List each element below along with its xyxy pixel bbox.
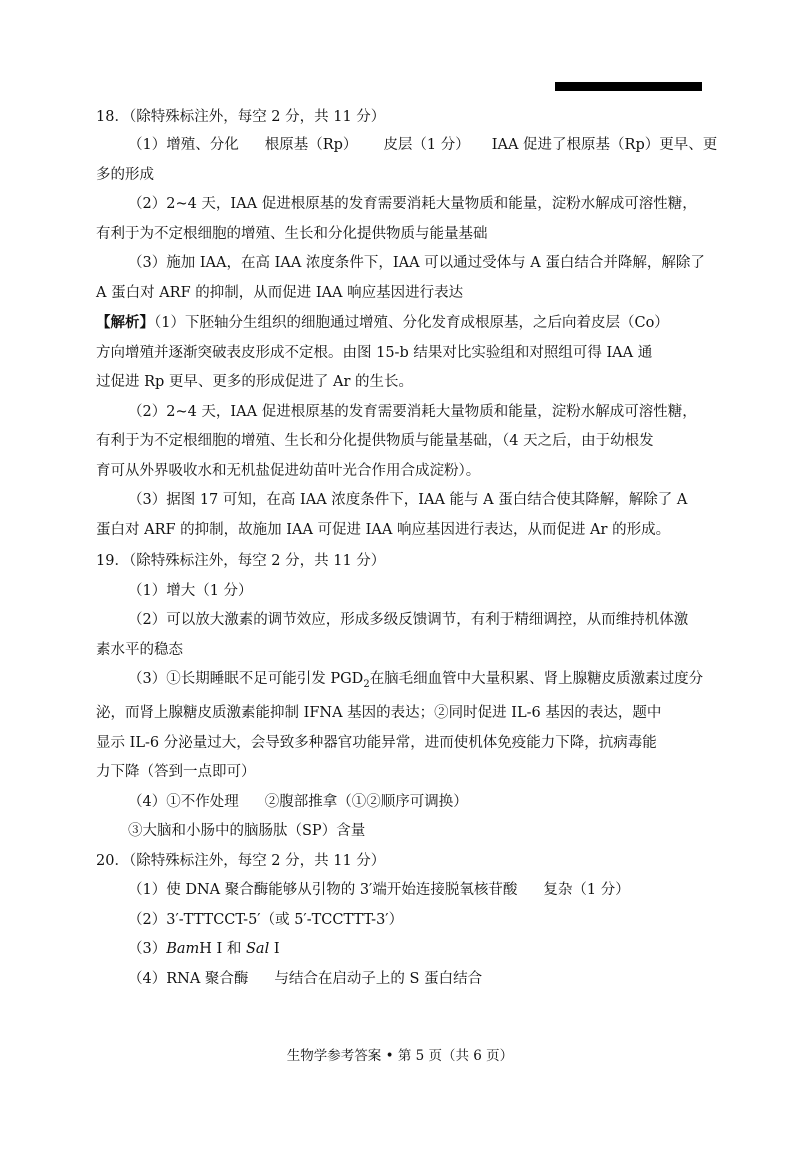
q20-a4-part2: 与结合在启动子上的 S 蛋白结合 [274,970,483,987]
q19-answer-3-line2: 泌，而肾上腺糖皮质激素能抑制 IFNA 基因的表达；②同时促进 IL-6 基因的表达，题中 [96,705,662,722]
q18-analysis-line7: （3）据图 17 可知，在高 IAA 浓度条件下，IAA 能与 A 蛋白结合使其降解，解除了 A [128,492,688,508]
q20-answer-1 [128,876,716,906]
q18-a1-part2: 根原基（Rp） [264,137,358,153]
q19-answer-2-line1: （2）可以放大激素的调节效应，形成多级反馈调节，有利于精细调控，从而维持机体激 [128,612,689,628]
q18-a1-part4: IAA 促进了根原基（Rp）更早、更 [491,137,718,153]
q20-a3-enzyme2-rest: Ⅰ [269,941,280,958]
analysis-tag: 【解析】 [96,314,154,331]
q18-analysis-line3: 过促进 Rp 更早、更多的形成促进了 Ar 的生长。 [96,374,414,390]
q18-answer-3-line1: （3）施加 IAA，在高 IAA 浓度条件下，IAA 可以通过受体与 A 蛋白结合并降解，解除了 [128,255,705,271]
q18-a1-part1: （1）增殖、分化 [128,137,239,153]
q19-header: 19．（除特殊标注外，每空 2 分，共 11 分） [96,553,386,569]
q20-a3-enzyme1-rest: H Ⅰ 和 [199,941,246,958]
q19-answer-4-line2: ③大脑和小肠中的脑肠肽（SP）含量 [128,823,366,840]
page-footer: 生物学参考答案 • 第 5 页（共 6 页） [286,1048,514,1064]
q20-header: 20．（除特殊标注外，每空 2 分，共 11 分） [96,852,386,869]
q18-analysis-line1 [96,308,716,339]
q19-answer-3-line4: 力下降（答到一点即可） [96,764,256,781]
q18-a1-part3: 皮层（1 分） [383,137,470,153]
q19-a4-part2: ②腹部推拿（①②顺序可调换） [264,793,468,810]
q18-analysis-line4: （2）2~4 天，IAA 促进根原基的发育需要消耗大量物质和能量，淀粉水解成可溶性糖， [128,403,697,420]
q20-a1-part1: （1）使 DNA 聚合酶能够从引物的 3′端开始连接脱氧核苷酸 [128,882,518,899]
q19-a3-text-a: （3）①长期睡眠不足可能引发 PGD [128,671,364,687]
q19-a3-text-b: 在脑毛细血管中大量积累、肾上腺糖皮质激素过度分 [369,671,704,687]
q19-answer-1: （1）增大（1 分） [128,582,253,599]
q18-analysis-text1: （1）下胚轴分生组织的细胞通过增殖、分化发育成根原基，之后向着皮层（Co） [154,315,669,331]
answer-content [96,104,716,994]
q19-answer-2-line2: 素水平的稳态 [96,641,183,658]
q18-answer-2-line1: （2）2~4 天，IAA 促进根原基的发育需要消耗大量物质和能量，淀粉水解成可溶性糖， [128,196,697,212]
q19-a4-part1: （4）①不作处理 [128,793,239,810]
q20-answer-3 [128,935,716,965]
q20-a3-prefix: （3） [128,941,167,958]
q20-a1-part2: 复杂（1 分） [543,882,630,899]
q19-answer-3-line1 [128,665,716,699]
header-black-bar [555,82,702,91]
q18-answer-1 [128,131,716,161]
q20-a3-enzyme1-italic: Bam [166,941,200,958]
q18-analysis-line6: 育可从外界吸收水和无机盐促进幼苗叶光合作用合成淀粉）。 [96,462,481,479]
q19-answer-3-line3: 显示 IL-6 分泌量过大，会导致多种器官功能异常，进而使机体免疫能力下降，抗病毒能 [96,734,657,751]
q18-answer-1-cont: 多的形成 [96,166,154,183]
q18-header: 18．（除特殊标注外，每空 2 分，共 11 分） [96,109,386,125]
q20-a3-enzyme2-italic: Sal [246,941,270,958]
q20-answer-2: （2）3′-TTTCCT-5′（或 5′-TCCTTT-3′） [128,911,404,928]
q20-a4-part1: （4）RNA 聚合酶 [128,970,249,987]
q19-a3-subscript: 2 [363,678,370,690]
q20-answer-4 [128,965,716,995]
q18-analysis-line8: 蛋白对 ARF 的抑制，故施加 IAA 可促进 IAA 响应基因进行表达，从而促进 Ar 的形成。 [96,521,671,538]
q18-answer-2-line2: 有利于为不定根细胞的增殖、生长和分化提供物质与能量基础 [96,225,488,242]
q19-answer-4-line1 [128,788,716,818]
q18-analysis-line2: 方向增殖并逐渐突破表皮形成不定根。由图 15-b 结果对比实验组和对照组可得 IAA 通 [96,344,653,361]
q18-answer-3-line2: A 蛋白对 ARF 的抑制，从而促进 IAA 响应基因进行表达 [96,284,464,301]
q18-analysis-line5: 有利于为不定根细胞的增殖、生长和分化提供物质与能量基础，（4 天之后，由于幼根发 [96,433,654,449]
